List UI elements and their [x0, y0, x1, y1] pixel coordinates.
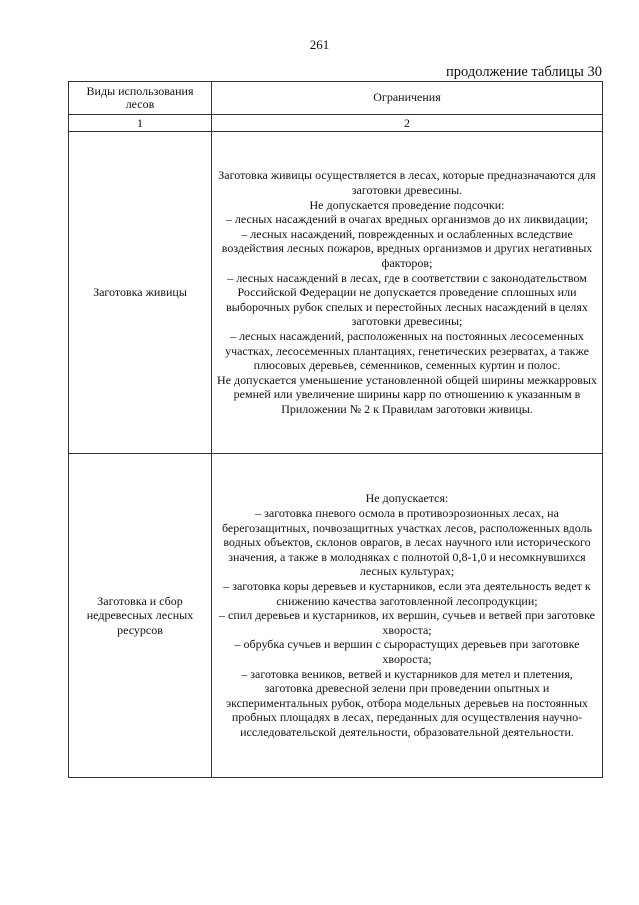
page-number: 261 [309, 37, 330, 52]
table-row [69, 454, 603, 778]
usage-type-cell: Заготовка живицы [69, 132, 212, 454]
restriction-paragraph: Заготовка живицы осуществляется в лесах, которые предназначаются для заготовки древесины. [218, 168, 596, 198]
table-header-row [69, 82, 603, 115]
restriction-paragraph: – лесных насаждений, поврежденных и ослабленных вследствие воздействия лесных пожаров, вредных организмов и других негативных факторов; [221, 226, 593, 271]
restriction-paragraph: Не допускается уменьшение установленной общей ширины межкарровых ремней или увеличение ширины карр по отношению к указанным в Приложении № 2 к Правилам заготовки живицы. [217, 372, 597, 416]
usage-type-cell: Заготовка и сбор недревесных лесных ресурсов [69, 454, 212, 778]
restriction-paragraph: Не допускается: [365, 491, 449, 506]
header-restrictions: Ограничения [212, 82, 603, 115]
restrictions-cell [212, 132, 603, 454]
header-usage-types: Виды использования лесов [69, 82, 212, 115]
column-number-2: 2 [212, 115, 603, 132]
restrictions-table [68, 81, 603, 778]
restriction-paragraph: Не допускается проведение подсочки: [309, 197, 505, 212]
column-number-row [69, 115, 603, 132]
table-row [69, 132, 603, 454]
restrictions-cell [212, 454, 603, 778]
restriction-paragraph: – заготовка коры деревьев и кустарников, если эта деятельность ведет к снижению качества заготовленной лесопродукции; [223, 579, 591, 608]
restriction-paragraph: – лесных насаждений, расположенных на постоянных лесосеменных участках, лесосеменных плантациях, генетических резерватах, а также плюсовых деревьев, семенников, семенных куртин и полос. [225, 328, 589, 373]
column-number-1: 1 [69, 115, 212, 132]
restriction-paragraph: – лесных насаждений в очагах вредных организмов до их ликвидации; [225, 212, 589, 227]
restriction-paragraph: – обрубка сучьев и вершин с сырорастущих деревьев при заготовке хвороста; [234, 637, 580, 666]
table-continuation-label: продолжение таблицы 30 [446, 64, 602, 80]
restriction-paragraph: – заготовка пневого осмола в противоэрозионных лесах, на берегозащитных, почвозащитных участках лесов, расположенных вдоль водных объектов, склонов оврагов, в лесах научного или исторического значения, а также в молодняках с полнотой 0,8-1,0 и несомкнувшихся лесных культурах; [221, 506, 593, 579]
restriction-paragraph: – заготовка веников, ветвей и кустарников для метел и плетения, заготовка древесной зелени при проведении опытных и экспериментальных рубок, отбора модельных деревьев на постоянных пробных площадях в лесах, переданных для осуществления научно-исследовательской деятельности, образовательной деятельности. [225, 666, 588, 739]
restriction-paragraph: – спил деревьев и кустарников, их вершин, сучьев и ветвей при заготовке хвороста; [219, 608, 595, 637]
restriction-paragraph: – лесных насаждений в лесах, где в соответствии с законодательством Российской Федерации не допускается проведение сплошных или выборочных рубок спелых и перестойных лесных насаждений в целях заготовки древесины; [226, 270, 588, 329]
